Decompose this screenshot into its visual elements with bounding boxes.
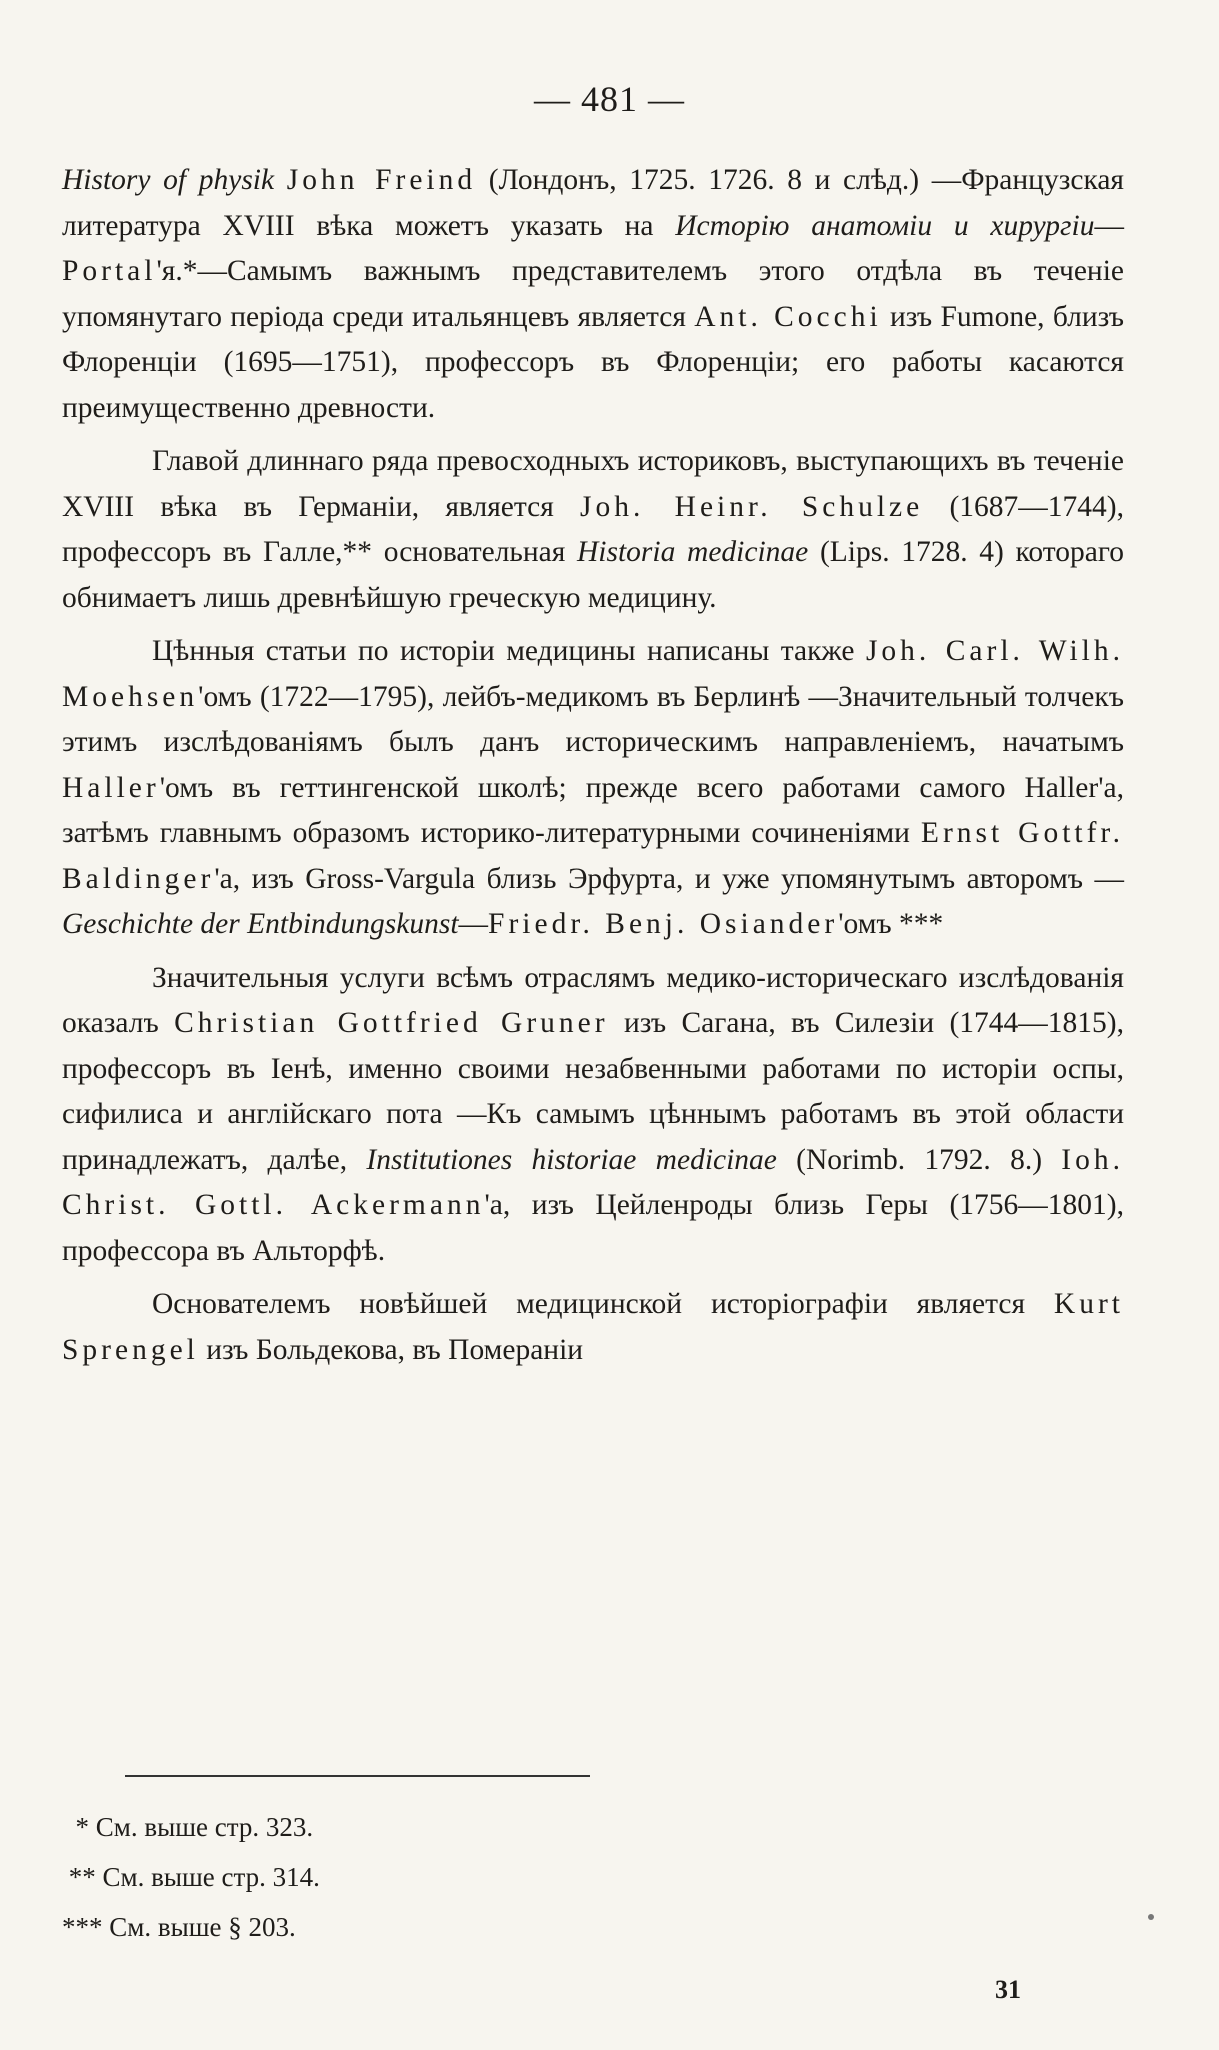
text-span: — bbox=[1094, 209, 1125, 242]
author-name: Friedr. Benj. Osiander bbox=[488, 908, 839, 940]
book-title: Historia medicinae bbox=[577, 536, 809, 568]
text-span: 'a, изъ Gross-Vargula близь Эрфурта, и уже упомянутымъ авторомъ — bbox=[214, 862, 1124, 895]
paragraph-5 bbox=[62, 1282, 1124, 1373]
footnote-divider bbox=[125, 1775, 590, 1777]
footnote-2: ** См. выше стр. 314. bbox=[62, 1862, 320, 1892]
text-span: 'a, изъ Цейленроды близь Геры (1756—1801), профессора въ Альторфѣ. bbox=[62, 1189, 1125, 1267]
text-span: изъ Больдекова, въ Помераніи bbox=[198, 1333, 584, 1366]
author-name: Christian Gottfried Gruner bbox=[174, 1007, 609, 1039]
text-span: 'омъ (1722—1795), лейбъ-медикомъ въ Берлинѣ —Значительный толчекъ этимъ изслѣдованіямъ былъ данъ историческимъ направленіемъ, начатымъ bbox=[62, 680, 1124, 758]
text-span: Основателемъ новѣйшей медицинской исторіографіи является bbox=[152, 1288, 1054, 1320]
text-span: (Лондонъ, 1725. 1726. 8 и слѣд.) —Французская литература XVIII вѣка можетъ указать на bbox=[62, 164, 1125, 242]
text-span: изъ Fumone, близъ Флоренціи (1695—1751), профессоръ въ Флоренціи; его работы касаются преимущественно древности. bbox=[62, 300, 1125, 424]
text-span: — bbox=[458, 908, 489, 940]
text-span: изъ Сагана, въ Силезіи (1744—1815), профессоръ въ Іенѣ, именно своими незабвенными работами по исторіи оспы, сифилиса и англійскаго пота —Къ самымъ цѣннымъ работамъ въ этой области принадлежатъ, далѣе, bbox=[62, 1007, 1125, 1176]
book-title: Geschichte der Entbindungskunst bbox=[62, 908, 459, 940]
ink-speck bbox=[1148, 1914, 1154, 1920]
body-text bbox=[62, 158, 1124, 1373]
footnote-3: *** См. выше § 203. bbox=[62, 1912, 296, 1942]
footnotes bbox=[62, 1802, 762, 1952]
author-name: Ioh. Christ. Gottl. Ackermann bbox=[62, 1143, 1124, 1221]
signature-mark: 31 bbox=[995, 1975, 1021, 2004]
paragraph-2 bbox=[62, 439, 1124, 621]
book-title: Исторію анатоміи и хирургіи bbox=[675, 209, 1095, 242]
book-title: Institutiones historiae medicinae bbox=[366, 1143, 777, 1176]
author-name: Haller bbox=[62, 771, 160, 804]
paragraph-3 bbox=[62, 629, 1124, 948]
page-number: — 481 — bbox=[534, 79, 685, 119]
text-span: 'я.*—Самымъ важнымъ представителемъ этого отдѣла въ теченіе упомянутаго періода среди итальянцевъ является bbox=[62, 255, 1124, 333]
author-name: John Freind bbox=[286, 164, 477, 196]
text-span: Значительныя услуги всѣмъ отраслямъ медико-историческаго изслѣдованія оказалъ bbox=[62, 961, 1124, 1039]
text-span: (1687—1744), профессоръ въ Галле,** основательная bbox=[62, 490, 1124, 568]
author-name: Portal bbox=[62, 255, 157, 287]
author-name: Joh. Carl. Wilh. Moehsen bbox=[62, 635, 1124, 713]
text-span: (Norimb. 1792. 8.) bbox=[776, 1143, 1062, 1176]
text-span: (Lips. 1728. 4) котораго обнимаетъ лишь древнѣйшую греческую медицину. bbox=[62, 536, 1124, 614]
author-name: Kurt Sprengel bbox=[62, 1288, 1124, 1366]
paragraph-1 bbox=[62, 158, 1124, 431]
paragraph-4 bbox=[62, 956, 1124, 1275]
text-span: Главой длиннаго ряда превосходныхъ историковъ, выступающихъ въ теченіе XVIII вѣка въ Германіи, является bbox=[62, 445, 1124, 523]
author-name: Ernst Gottfr. Baldinger bbox=[62, 817, 1124, 895]
text-span: Цѣнныя статьи по исторіи медицины написаны также bbox=[152, 635, 866, 667]
footnote-1: * См. выше стр. 323. bbox=[62, 1812, 314, 1842]
author-name: Ant. Cocchi bbox=[694, 300, 882, 333]
text-span bbox=[274, 164, 287, 196]
book-title: History of physik bbox=[62, 164, 275, 196]
author-name: Joh. Heinr. Schulze bbox=[580, 490, 924, 523]
text-span: 'омъ въ геттингенской школѣ; прежде всего работами самого Haller'а, затѣмъ главнымъ образомъ историко-литературными сочиненіями bbox=[62, 771, 1124, 849]
text-span: 'омъ *** bbox=[838, 908, 944, 940]
